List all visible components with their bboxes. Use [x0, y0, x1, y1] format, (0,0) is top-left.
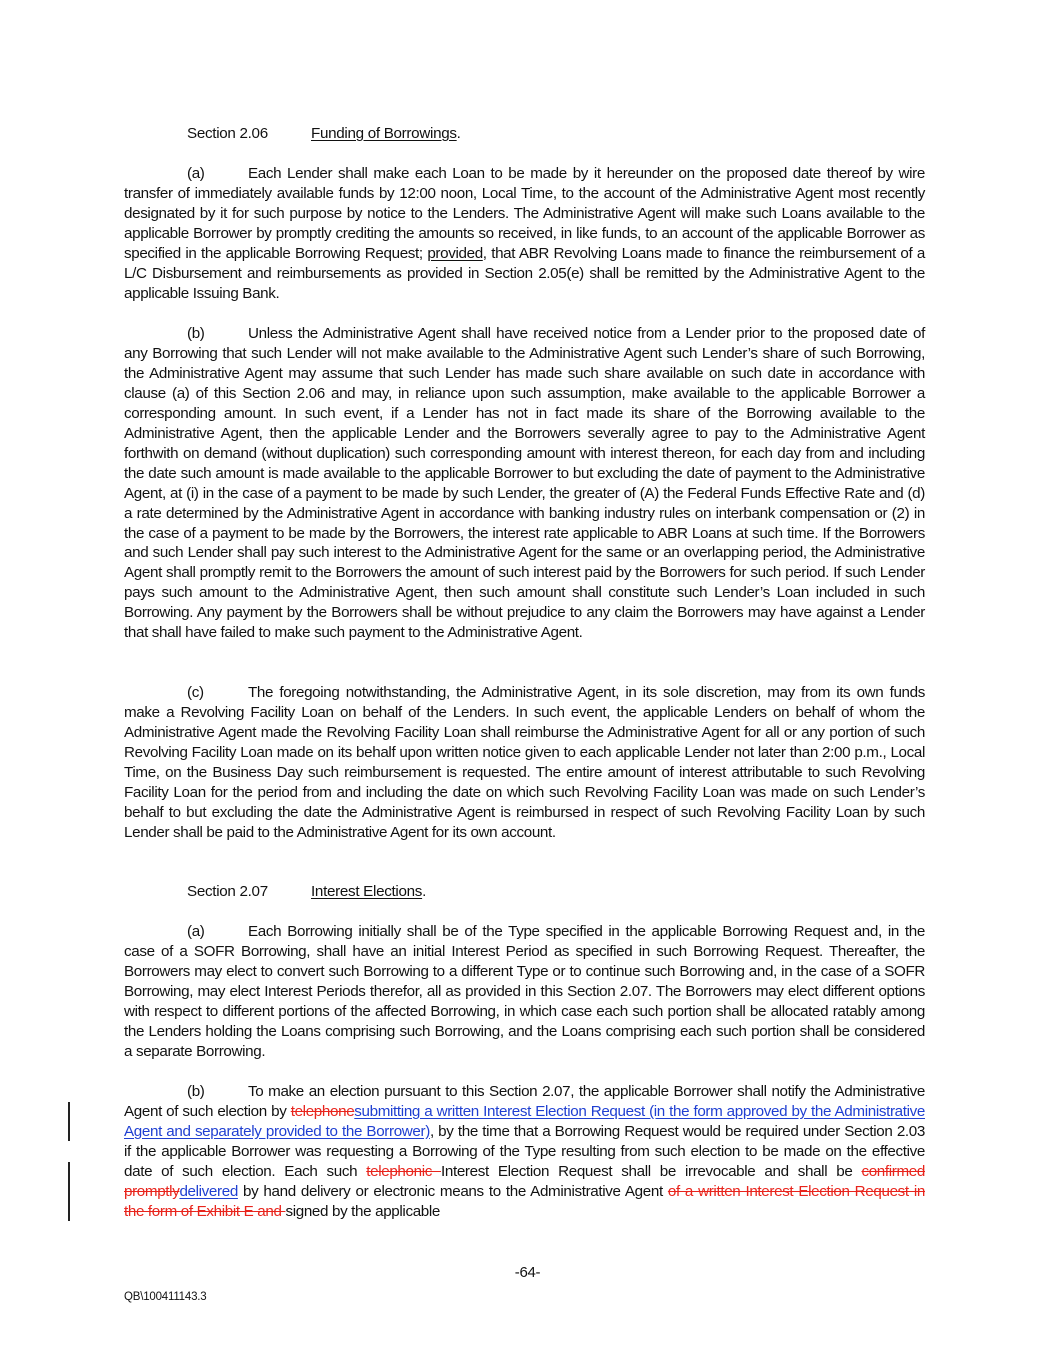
paragraph-label: (b) [187, 1083, 205, 1100]
change-bar [68, 1102, 70, 1141]
underlined-term-provided: provided [427, 244, 483, 262]
section-2-07-heading [187, 882, 426, 902]
deleted-text: confirmed promptly [124, 1162, 925, 1200]
section-number: Section 2.07 [187, 883, 268, 900]
deleted-text: of a written Interest Election Request in the form of [124, 1182, 925, 1220]
section-title-period: . [422, 883, 427, 900]
section-title: Interest Elections [311, 883, 423, 900]
inserted-text: submitting a written Interest Election Request (in the form approved by the Administrative Agent and separately provided to the Borrower) [124, 1102, 925, 1140]
paragraph-text: The foregoing notwithstanding, the Administrative Agent, in its sole discretion, may from its own funds make a Revolving Facility Loan on behalf of the Lenders. In such event, the applicable Lenders on behalf of whom the Administrative Agent made the Revolving Facility Loan shall reimburse the Administrative Agent for all or any portion of such Revolving Facility Loan made on its behalf upon written notice given to each applicable Lender not later than 2:00 p.m., Local Time, on the Business Day such reimbursement is requested. The entire amount of interest attributable to such Revolving Facility Loan for the period from and including the date on which such Revolving Facility Loan was made on such Lender’s behalf to but excluding the date the Administrative Agent is reimbursed in respect of such Revolving Facility Loan by such Lender shall be paid to the Administrative Agent for its own account. [124, 684, 925, 841]
change-bar [68, 1162, 70, 1221]
document-id: QB\100411143.3 [124, 1291, 207, 1303]
paragraph-text: Unless the Administrative Agent shall have received notice from a Lender prior to the proposed date of any Borrowing that such Lender will not make available to the Administrative Agent such Lender’s share of such Borrowing, the Administrative Agent may assume that such Lender has made such share available on such date in accordance with clause (a) of this Section 2.06 and may, in reliance upon such assumption, make available to the applicable Borrower a corresponding amount. In such event, if a Lender has not in fact made its share of the Borrowing available to the Administrative Agent, then the applicable Lender and the Borrowers severally agree to pay to the Administrative Agent forthwith on demand (without duplication) such corresponding amount with interest thereon, for each day from and including the date such amount is made available to the applicable Borrower to but excluding the date of payment to the Administrative Agent, at (i) in the case of a payment to be made by such Lender, the greater of (A) the Federal Funds Effective Rate and (d) a rate determined by the Administrative Agent in accordance with banking industry rules on interbank compensation or (2) in the case of a payment to be made by the Borrowers, the interest rate applicable to ABR Loans at such time. If the Borrowers and such Lender shall pay such interest to the Administrative Agent for the same or an overlapping period, the Administrative Agent shall promptly remit to the Borrowers the amount of such interest paid by the Borrowers for such period. If such Lender pays such amount to the Administrative Agent, then such amount shall constitute such Lender’s Loan included in such Borrowing. Any payment by the Borrowers shall be without prejudice to any claim the Borrowers may have against a Lender that shall have failed to make such payment to the Administrative Agent. [124, 325, 925, 642]
paragraph-text: by hand delivery or electronic means to the Administrative Agent [237, 1182, 668, 1200]
inserted-text: delivered [179, 1182, 238, 1200]
paragraph-2-07-a [124, 922, 925, 1062]
paragraph-label: (b) [187, 325, 205, 342]
paragraph-text-continued: , that ABR Revolving Loans made to finance the reimbursement of a L/C Disbursement and reimbursements as provided in Section 2.05(e) shall be remitted by the Administrative Agent to the applicable Issuing Bank. [124, 244, 925, 302]
paragraph-text: To make an election pursuant to this Section 2.07, the applicable Borrower shall notify the Administrative Agent of such election by [124, 1083, 925, 1120]
paragraph-label: (c) [187, 684, 204, 701]
paragraph-label: (a) [187, 165, 205, 182]
paragraph-text: , by the time that a Borrowing Request would be required under Section 2.03 if the applicable Borrower was requesting a Borrowing of the Type resulting from such election to be made on the effective date of such election. Each such [124, 1122, 925, 1180]
page-number: -64- [514, 1264, 541, 1281]
deleted-exhibit-reference: Exhibit E [196, 1202, 254, 1220]
paragraph-text: Interest Election Request shall be irrevocable and shall be [441, 1162, 862, 1180]
section-number: Section 2.06 [187, 125, 268, 142]
section-2-06-heading [187, 124, 461, 144]
deleted-text: and [253, 1202, 286, 1220]
deleted-text: telephone [290, 1102, 355, 1120]
section-title-period: . [456, 125, 461, 142]
paragraph-text: Each Lender shall make each Loan to be made by it hereunder on the proposed date thereof by wire transfer of immediately available funds by 12:00 noon, Local Time, to the account of the Administrative Agent most recently designated by it for such purpose by notice to the Lenders. The Administrative Agent will make such Loans available to the applicable Borrower by promptly crediting the amounts so received, in like funds, to an account of the applicable Borrower as specified in the applicable Borrowing Request; [124, 165, 925, 262]
paragraph-label: (a) [187, 923, 205, 940]
paragraph-text: signed by the applicable [285, 1202, 441, 1220]
paragraph-2-06-c [124, 683, 925, 843]
paragraph-2-06-a [124, 164, 925, 304]
section-title: Funding of Borrowings [311, 125, 457, 142]
paragraph-2-06-b [124, 324, 925, 643]
paragraph-2-07-b [124, 1082, 925, 1222]
paragraph-text: Each Borrowing initially shall be of the Type specified in the applicable Borrowing Request and, in the case of a SOFR Borrowing, shall have an initial Interest Period as specified in such Borrowing Request. Thereafter, the Borrowers may elect to convert such Borrowing to a different Type or to continue such Borrowing and, in the case of a SOFR Borrowing, may elect Interest Periods therefor, all as provided in this Section 2.07. The Borrowers may elect different options with respect to different portions of the affected Borrowing, in which case each such portion shall be allocated ratably among the Lenders holding the Loans comprising such Borrowing, and the Loans comprising each such portion shall be considered a separate Borrowing. [124, 923, 925, 1060]
deleted-text: telephonic [366, 1162, 441, 1180]
